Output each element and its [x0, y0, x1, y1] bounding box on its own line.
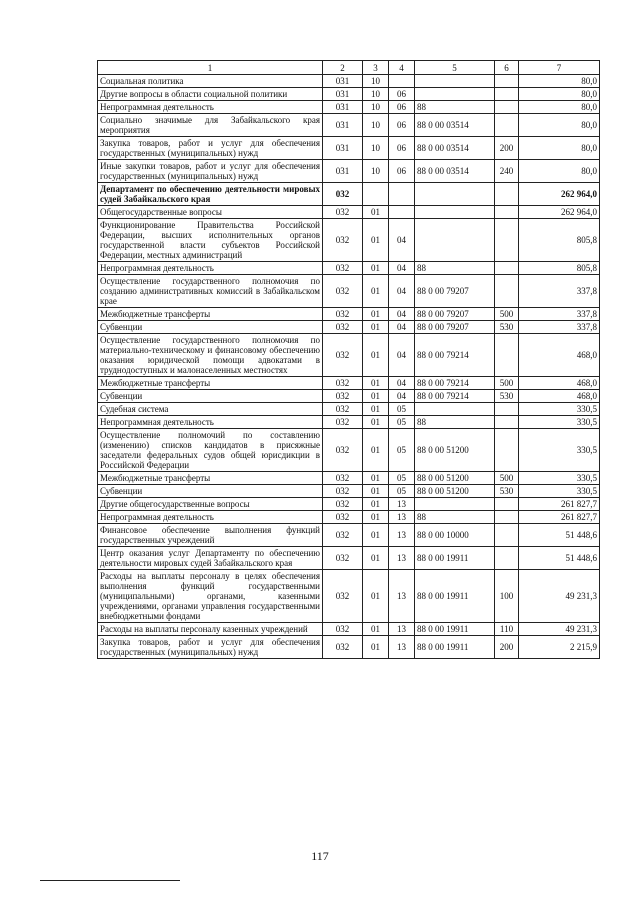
col-header-4: 4	[389, 61, 415, 75]
table-row	[98, 101, 600, 114]
amount-value: 80,0	[519, 88, 600, 101]
section-code: 01	[363, 429, 389, 472]
target-article-code: 88	[415, 101, 495, 114]
subsection-code: 04	[389, 377, 415, 390]
target-article-code: 88 0 00 03514	[415, 114, 495, 137]
subsection-code: 04	[389, 334, 415, 377]
col-header-3: 3	[363, 61, 389, 75]
expense-type-code	[495, 429, 519, 472]
expense-type-code: 110	[495, 623, 519, 636]
table-row	[98, 160, 600, 183]
admin-code: 032	[323, 623, 363, 636]
subsection-code	[389, 206, 415, 219]
budget-item-name: Социально значимые для Забайкальского края мероприятия	[98, 114, 323, 137]
table-body	[98, 75, 600, 659]
subsection-code: 04	[389, 262, 415, 275]
col-header-2: 2	[323, 61, 363, 75]
amount-value: 49 231,3	[519, 623, 600, 636]
budget-item-name: Другие вопросы в области социальной политики	[98, 88, 323, 101]
budget-item-name: Общегосударственные вопросы	[98, 206, 323, 219]
budget-item-name: Субвенции	[98, 390, 323, 403]
subsection-code: 05	[389, 472, 415, 485]
table-row	[98, 472, 600, 485]
admin-code: 032	[323, 206, 363, 219]
subsection-code: 04	[389, 275, 415, 308]
section-code: 01	[363, 547, 389, 570]
section-code: 10	[363, 137, 389, 160]
amount-value: 80,0	[519, 101, 600, 114]
admin-code: 032	[323, 262, 363, 275]
subsection-code: 04	[389, 321, 415, 334]
amount-value: 468,0	[519, 377, 600, 390]
section-code: 01	[363, 275, 389, 308]
section-code: 10	[363, 114, 389, 137]
budget-item-name: Субвенции	[98, 485, 323, 498]
admin-code: 031	[323, 88, 363, 101]
admin-code: 031	[323, 101, 363, 114]
subsection-code: 13	[389, 636, 415, 659]
admin-code: 031	[323, 75, 363, 88]
admin-code: 032	[323, 570, 363, 623]
table-row	[98, 321, 600, 334]
table-row	[98, 377, 600, 390]
section-code: 01	[363, 334, 389, 377]
admin-code: 032	[323, 275, 363, 308]
target-article-code: 88 0 00 03514	[415, 160, 495, 183]
table-row	[98, 429, 600, 472]
table-row	[98, 88, 600, 101]
amount-value: 330,5	[519, 429, 600, 472]
table-row	[98, 275, 600, 308]
section-code: 01	[363, 416, 389, 429]
expense-type-code: 240	[495, 160, 519, 183]
subsection-code: 05	[389, 403, 415, 416]
expense-type-code	[495, 511, 519, 524]
budget-item-name: Осуществление государственного полномочия по созданию административных комиссий в Забайкальском крае	[98, 275, 323, 308]
table-row	[98, 547, 600, 570]
budget-item-name: Судебная система	[98, 403, 323, 416]
budget-item-name: Межбюджетные трансферты	[98, 377, 323, 390]
page-number: 117	[311, 849, 329, 863]
table-row	[98, 416, 600, 429]
budget-item-name: Непрограммная деятельность	[98, 511, 323, 524]
table-row	[98, 524, 600, 547]
subsection-code: 13	[389, 547, 415, 570]
amount-value: 337,8	[519, 308, 600, 321]
table-row	[98, 390, 600, 403]
amount-value: 261 827,7	[519, 511, 600, 524]
target-article-code: 88 0 00 79207	[415, 308, 495, 321]
amount-value: 337,8	[519, 275, 600, 308]
target-article-code: 88 0 00 79207	[415, 275, 495, 308]
amount-value: 330,5	[519, 485, 600, 498]
target-article-code: 88 0 00 51200	[415, 485, 495, 498]
expense-type-code	[495, 183, 519, 206]
section-code: 01	[363, 390, 389, 403]
section-code: 01	[363, 219, 389, 262]
target-article-code: 88 0 00 19911	[415, 570, 495, 623]
expense-type-code: 500	[495, 472, 519, 485]
subsection-code: 06	[389, 88, 415, 101]
admin-code: 032	[323, 498, 363, 511]
admin-code: 032	[323, 321, 363, 334]
admin-code: 032	[323, 377, 363, 390]
amount-value: 80,0	[519, 160, 600, 183]
subsection-code: 13	[389, 623, 415, 636]
target-article-code	[415, 498, 495, 511]
expense-type-code	[495, 403, 519, 416]
admin-code: 032	[323, 390, 363, 403]
section-code: 01	[363, 524, 389, 547]
budget-item-name: Межбюджетные трансферты	[98, 308, 323, 321]
expense-type-code	[495, 547, 519, 570]
subsection-code: 04	[389, 219, 415, 262]
budget-item-name: Центр оказания услуг Департаменту по обеспечению деятельности мировых судей Забайкальского края	[98, 547, 323, 570]
section-code: 01	[363, 206, 389, 219]
admin-code: 032	[323, 547, 363, 570]
section-code: 10	[363, 75, 389, 88]
amount-value: 805,8	[519, 262, 600, 275]
expense-type-code	[495, 219, 519, 262]
subsection-code	[389, 183, 415, 206]
budget-item-name: Другие общегосударственные вопросы	[98, 498, 323, 511]
section-code: 01	[363, 485, 389, 498]
table-row	[98, 498, 600, 511]
table-row	[98, 262, 600, 275]
expense-type-code: 530	[495, 390, 519, 403]
table-row	[98, 183, 600, 206]
budget-item-name: Департамент по обеспечению деятельности мировых судей Забайкальского края	[98, 183, 323, 206]
target-article-code: 88	[415, 416, 495, 429]
amount-value: 2 215,9	[519, 636, 600, 659]
admin-code: 032	[323, 334, 363, 377]
admin-code: 032	[323, 485, 363, 498]
subsection-code: 06	[389, 137, 415, 160]
expense-type-code: 500	[495, 377, 519, 390]
amount-value: 51 448,6	[519, 524, 600, 547]
target-article-code: 88 0 00 79207	[415, 321, 495, 334]
subsection-code: 13	[389, 498, 415, 511]
budget-item-name: Закупка товаров, работ и услуг для обеспечения государственных (муниципальных) нужд	[98, 636, 323, 659]
expense-type-code: 200	[495, 636, 519, 659]
table-row	[98, 75, 600, 88]
target-article-code: 88 0 00 03514	[415, 137, 495, 160]
budget-item-name: Финансовое обеспечение выполнения функций государственных учреждений	[98, 524, 323, 547]
section-code: 01	[363, 636, 389, 659]
section-code: 01	[363, 377, 389, 390]
budget-item-name: Непрограммная деятельность	[98, 262, 323, 275]
target-article-code: 88 0 00 79214	[415, 390, 495, 403]
table-row	[98, 403, 600, 416]
expense-type-code: 100	[495, 570, 519, 623]
table-row	[98, 219, 600, 262]
amount-value: 337,8	[519, 321, 600, 334]
amount-value: 805,8	[519, 219, 600, 262]
section-code: 10	[363, 101, 389, 114]
table-row	[98, 137, 600, 160]
admin-code: 032	[323, 416, 363, 429]
table-row	[98, 511, 600, 524]
admin-code: 032	[323, 511, 363, 524]
expense-type-code: 530	[495, 321, 519, 334]
budget-item-name: Субвенции	[98, 321, 323, 334]
section-code: 01	[363, 321, 389, 334]
table-row	[98, 308, 600, 321]
budget-item-name: Расходы на выплаты персоналу в целях обеспечения выполнения функций государственными (муниципальными) органами, казенными учреждениями, органами управления государственными внебюджетными фондами	[98, 570, 323, 623]
budget-item-name: Осуществление полномочий по составлению (изменению) списков кандидатов в присяжные заседатели федеральных судов общей юрисдикции в Российской Федерации	[98, 429, 323, 472]
budget-item-name: Непрограммная деятельность	[98, 101, 323, 114]
subsection-code: 06	[389, 160, 415, 183]
amount-value: 330,5	[519, 403, 600, 416]
admin-code: 032	[323, 219, 363, 262]
budget-item-name: Межбюджетные трансферты	[98, 472, 323, 485]
subsection-code: 05	[389, 429, 415, 472]
expense-type-code	[495, 206, 519, 219]
table-row	[98, 206, 600, 219]
admin-code: 031	[323, 137, 363, 160]
budget-item-name: Функционирование Правительства Российской Федерации, высших исполнительных органов государственной власти субъектов Российской Федерации, местных администраций	[98, 219, 323, 262]
subsection-code: 13	[389, 524, 415, 547]
section-code: 01	[363, 403, 389, 416]
expense-type-code	[495, 262, 519, 275]
admin-code: 032	[323, 524, 363, 547]
footnote-divider	[40, 880, 180, 881]
amount-value: 262 964,0	[519, 183, 600, 206]
admin-code: 032	[323, 183, 363, 206]
budget-item-name: Непрограммная деятельность	[98, 416, 323, 429]
amount-value: 49 231,3	[519, 570, 600, 623]
budget-table	[97, 60, 600, 659]
subsection-code: 05	[389, 485, 415, 498]
budget-item-name: Закупка товаров, работ и услуг для обеспечения государственных (муниципальных) нужд	[98, 137, 323, 160]
section-code	[363, 183, 389, 206]
table-row	[98, 114, 600, 137]
target-article-code: 88 0 00 19911	[415, 547, 495, 570]
amount-value: 80,0	[519, 137, 600, 160]
section-code: 10	[363, 88, 389, 101]
section-code: 01	[363, 498, 389, 511]
section-code: 01	[363, 262, 389, 275]
section-code: 01	[363, 511, 389, 524]
target-article-code	[415, 403, 495, 416]
subsection-code: 05	[389, 416, 415, 429]
budget-item-name: Расходы на выплаты персоналу казенных учреждений	[98, 623, 323, 636]
admin-code: 032	[323, 429, 363, 472]
target-article-code	[415, 183, 495, 206]
amount-value: 330,5	[519, 416, 600, 429]
col-header-5: 5	[415, 61, 495, 75]
amount-value: 261 827,7	[519, 498, 600, 511]
amount-value: 330,5	[519, 472, 600, 485]
expense-type-code	[495, 416, 519, 429]
expense-type-code	[495, 334, 519, 377]
expense-type-code	[495, 114, 519, 137]
table-row	[98, 623, 600, 636]
expense-type-code	[495, 88, 519, 101]
section-code: 01	[363, 472, 389, 485]
table-row	[98, 485, 600, 498]
amount-value: 468,0	[519, 390, 600, 403]
amount-value: 80,0	[519, 114, 600, 137]
col-header-1: 1	[98, 61, 323, 75]
budget-item-name: Иные закупки товаров, работ и услуг для обеспечения государственных (муниципальных) нужд	[98, 160, 323, 183]
target-article-code	[415, 206, 495, 219]
target-article-code: 88 0 00 10000	[415, 524, 495, 547]
expense-type-code	[495, 101, 519, 114]
section-code: 01	[363, 308, 389, 321]
subsection-code: 04	[389, 390, 415, 403]
budget-item-name: Осуществление государственного полномочия по материально-техническому и финансовому обеспечению оказания юридической помощи адвокатами в труднодоступных и малонаселенных местностях	[98, 334, 323, 377]
expense-type-code	[495, 524, 519, 547]
expense-type-code: 200	[495, 137, 519, 160]
subsection-code: 13	[389, 570, 415, 623]
target-article-code	[415, 219, 495, 262]
subsection-code: 13	[389, 511, 415, 524]
target-article-code: 88 0 00 51200	[415, 472, 495, 485]
target-article-code: 88	[415, 511, 495, 524]
admin-code: 032	[323, 472, 363, 485]
target-article-code: 88 0 00 79214	[415, 377, 495, 390]
target-article-code: 88	[415, 262, 495, 275]
target-article-code: 88 0 00 19911	[415, 636, 495, 659]
admin-code: 031	[323, 114, 363, 137]
section-code: 10	[363, 160, 389, 183]
amount-value: 80,0	[519, 75, 600, 88]
target-article-code	[415, 88, 495, 101]
amount-value: 468,0	[519, 334, 600, 377]
expense-type-code	[495, 275, 519, 308]
expense-type-code	[495, 498, 519, 511]
table-row	[98, 334, 600, 377]
admin-code: 032	[323, 636, 363, 659]
amount-value: 51 448,6	[519, 547, 600, 570]
section-code: 01	[363, 570, 389, 623]
subsection-code: 06	[389, 114, 415, 137]
target-article-code	[415, 75, 495, 88]
table-row	[98, 636, 600, 659]
expense-type-code: 500	[495, 308, 519, 321]
target-article-code: 88 0 00 79214	[415, 334, 495, 377]
table-row	[98, 570, 600, 623]
admin-code: 032	[323, 403, 363, 416]
target-article-code: 88 0 00 19911	[415, 623, 495, 636]
section-code: 01	[363, 623, 389, 636]
admin-code: 032	[323, 308, 363, 321]
budget-item-name: Социальная политика	[98, 75, 323, 88]
amount-value: 262 964,0	[519, 206, 600, 219]
subsection-code: 04	[389, 308, 415, 321]
admin-code: 031	[323, 160, 363, 183]
target-article-code: 88 0 00 51200	[415, 429, 495, 472]
table-header-row	[98, 61, 600, 75]
expense-type-code: 530	[495, 485, 519, 498]
col-header-7: 7	[519, 61, 600, 75]
subsection-code: 06	[389, 101, 415, 114]
col-header-6: 6	[495, 61, 519, 75]
subsection-code	[389, 75, 415, 88]
expense-type-code	[495, 75, 519, 88]
